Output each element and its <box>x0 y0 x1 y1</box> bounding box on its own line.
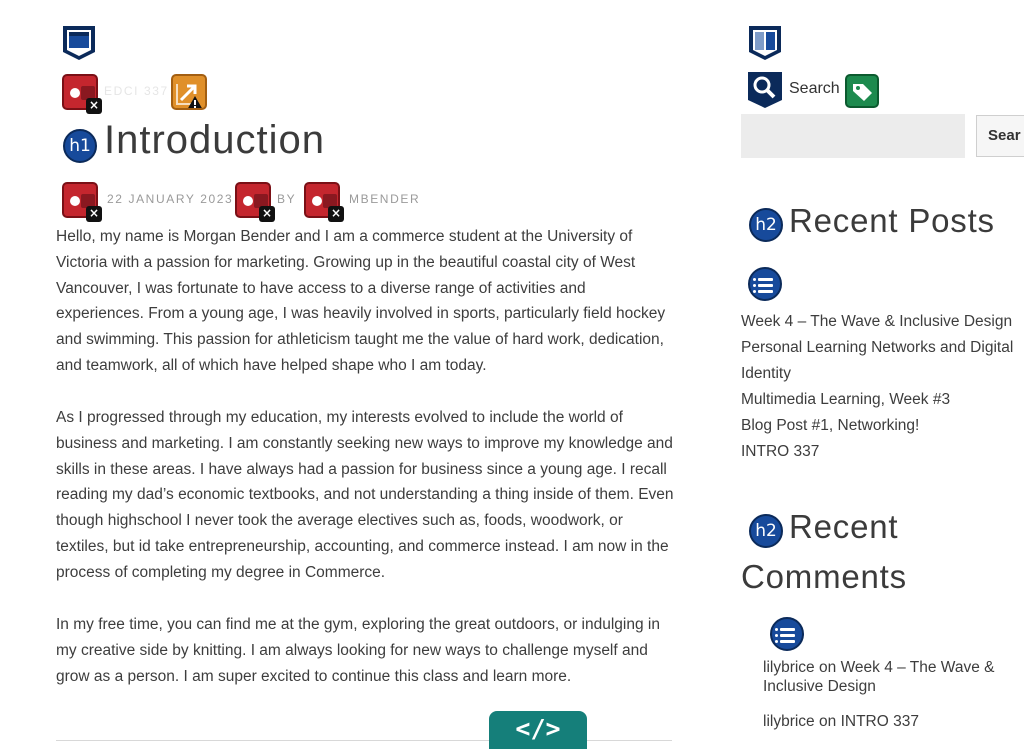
recent-comments-heading: Comments <box>741 558 907 595</box>
comment-post-link[interactable]: Week 4 – The Wave & <box>840 659 995 676</box>
post-paragraph: In my free time, you can find me at the gym, exploring the great outdoors, or indulging in my creative side by knitting. I am always looking for new ways to challenge myself and grow as a person. I am super excited to continue this class and learn more. <box>56 616 660 685</box>
list-icon[interactable] <box>770 617 804 651</box>
search-label: Search <box>789 80 840 97</box>
code-toggle-button[interactable]: </> <box>489 711 587 749</box>
comment-on-text: on <box>819 713 837 730</box>
comment-post-link[interactable]: INTRO 337 <box>840 713 919 730</box>
comment-author-link[interactable]: lilybrice <box>763 713 815 730</box>
comment-on-text: on <box>819 659 837 676</box>
recent-comment-item <box>763 712 1023 731</box>
recent-comment-item <box>763 658 1023 696</box>
h2-heading-icon[interactable]: h2 <box>749 514 783 548</box>
label-tag-icon[interactable] <box>845 74 879 108</box>
recent-post-link[interactable]: Personal Learning Networks and Digital <box>741 339 1014 356</box>
post-paragraph: Hello, my name is Morgan Bender and I am a commerce student at the University of Victoria with a passion for marketing. Growing up in the beautiful coastal city of West Vancouver, I was fortunate to have access to a diverse range of activities and experiences. From a young age, I was heavily involved in sports, particularly field hockey and swimming. This passion for athleticism taught me the value of hard work, dedication, and teamwork, all of which have helped shape who I am today. <box>56 228 666 374</box>
search-button[interactable]: Sear <box>976 115 1024 157</box>
error-icon[interactable]: × <box>62 182 98 218</box>
recent-posts-heading: Recent Posts <box>789 202 995 239</box>
search-input[interactable] <box>741 114 965 158</box>
comment-post-link[interactable]: Inclusive Design <box>763 678 876 695</box>
recent-post-link[interactable]: Week 4 – The Wave & Inclusive Design <box>741 313 1013 330</box>
structure-icon[interactable] <box>60 24 98 62</box>
post-author[interactable]: MBENDER <box>349 192 421 206</box>
recent-post-link[interactable]: Identity <box>741 365 791 382</box>
alert-icon[interactable] <box>171 74 207 110</box>
h1-heading-icon[interactable]: h1 <box>63 129 97 163</box>
post-paragraph: As I progressed through my education, my interests evolved to include the world of business and marketing. I am constantly seeking new ways to improve my knowledge and skills in these areas. I have always had a passion for business since a young age. I recall reading my dad’s economic textbooks, and not understanding a thing inside of them. Even though highschool I never took the average electives such as, foods, woodwork, or textiles, but id take entrepreneurship, accounting, and commerce instead. I am now in the process of completing my degree in Commerce. <box>56 409 674 581</box>
recent-post-link[interactable]: INTRO 337 <box>741 443 820 460</box>
recent-post-link[interactable]: Blog Post #1, Networking! <box>741 417 920 434</box>
comment-author-link[interactable]: lilybrice <box>763 659 815 676</box>
post-date[interactable]: 22 JANUARY 2023 <box>107 192 234 206</box>
error-icon[interactable]: × <box>235 182 271 218</box>
by-label: BY <box>277 192 297 206</box>
structure-icon[interactable] <box>746 24 784 62</box>
top-badge-text: EDCI 337 <box>104 84 169 98</box>
error-icon[interactable]: × <box>62 74 98 110</box>
page-title: Introduction <box>104 118 326 162</box>
recent-comments-heading: Recent <box>789 508 899 545</box>
search-landmark-icon[interactable] <box>746 70 784 110</box>
recent-post-link[interactable]: Multimedia Learning, Week #3 <box>741 391 951 408</box>
h2-heading-icon[interactable]: h2 <box>749 208 783 242</box>
list-icon[interactable] <box>748 267 782 301</box>
error-icon[interactable]: × <box>304 182 340 218</box>
